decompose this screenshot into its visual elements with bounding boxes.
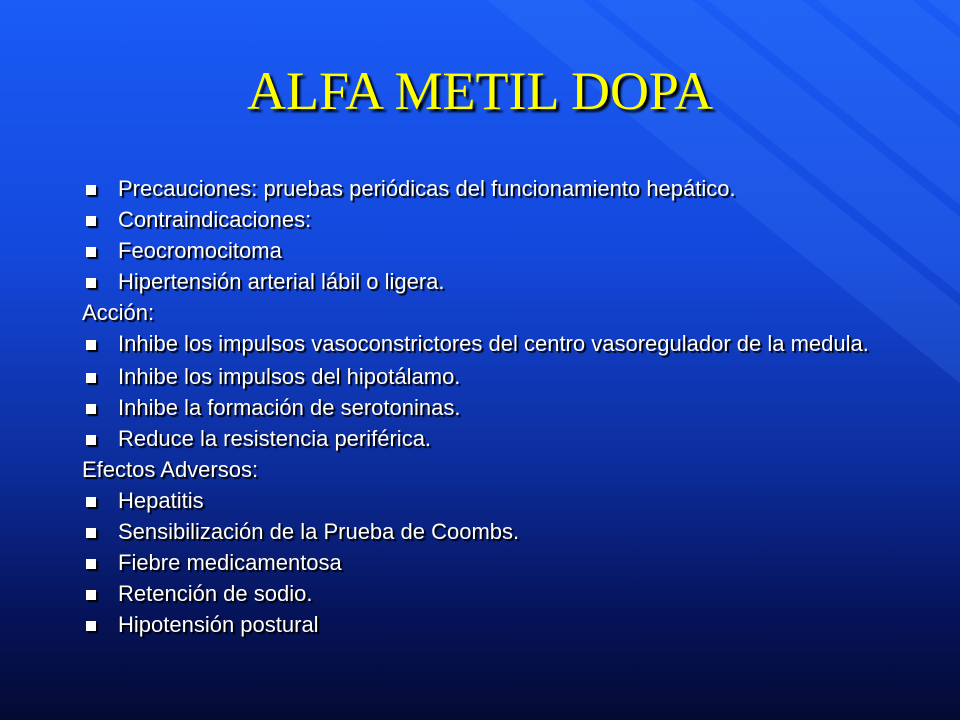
section-heading: Acción:: [82, 300, 155, 325]
bullet-text: Sensibilización de la Prueba de Coombs.: [118, 519, 520, 544]
square-bullet-icon: [86, 216, 96, 226]
bullet-item: [82, 364, 882, 390]
bullet-text: Feocromocitoma: [118, 238, 282, 263]
bullet-item: [82, 331, 882, 357]
square-bullet-icon: [86, 373, 96, 383]
bullet-item: [82, 581, 882, 607]
bullet-text: Hipotensión postural: [118, 612, 319, 637]
square-bullet-icon: [86, 435, 96, 445]
bullet-text: Reduce la resistencia periférica.: [118, 426, 432, 451]
bullet-item: [82, 550, 882, 576]
bullet-text: Inhibe la formación de serotoninas.: [118, 395, 461, 420]
section-heading: Efectos Adversos:: [82, 457, 259, 482]
square-bullet-icon: [86, 404, 96, 414]
square-bullet-icon: [86, 185, 96, 195]
square-bullet-icon: [86, 528, 96, 538]
bullet-item: [82, 612, 882, 638]
bullet-item: [82, 488, 882, 514]
slide-title: ALFA METIL DOPA: [246, 61, 714, 121]
bullet-item: [82, 176, 882, 202]
bullet-item: [82, 269, 882, 295]
bullet-item: [82, 207, 882, 233]
bullet-text: Inhibe los impulsos del hipotálamo.: [118, 364, 461, 389]
square-bullet-icon: [86, 278, 96, 288]
bullet-text: Precauciones: pruebas periódicas del funcionamiento hepático.: [118, 176, 736, 201]
bullet-text: Fiebre medicamentosa: [118, 550, 342, 575]
bullet-text: Hipertensión arterial lábil o ligera.: [118, 269, 445, 294]
slide-body: [82, 176, 882, 643]
bullet-item: [82, 395, 882, 421]
square-bullet-icon: [86, 559, 96, 569]
bullet-text: Retención de sodio.: [118, 581, 313, 606]
square-bullet-icon: [86, 247, 96, 257]
square-bullet-icon: [86, 340, 96, 350]
bullet-text: Hepatitis: [118, 488, 204, 513]
bullet-text: Inhibe los impulsos vasoconstrictores del centro vasoregulador de la medula.: [118, 331, 869, 356]
square-bullet-icon: [86, 497, 96, 507]
bullet-item: [82, 426, 882, 452]
bullet-item: [82, 238, 882, 264]
bullet-text: Contraindicaciones:: [118, 207, 312, 232]
square-bullet-icon: [86, 621, 96, 631]
bullet-item: [82, 519, 882, 545]
square-bullet-icon: [86, 590, 96, 600]
